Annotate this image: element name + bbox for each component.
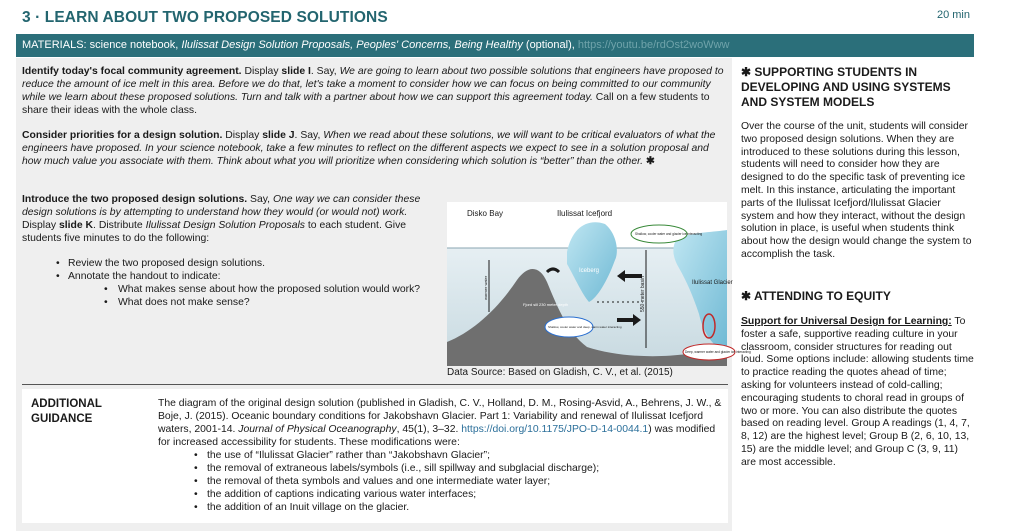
slide-ref: slide K: [58, 220, 94, 231]
sidebar-text-equity: [741, 316, 974, 470]
diagram-caption: Data Source: Based on Gladish, C. V., et al. (2015): [447, 367, 673, 378]
list-item: • the removal of extraneous labels/symbols (i.e., sill spillway and subglacial discharge);: [194, 462, 724, 475]
materials-optional: (optional),: [522, 39, 578, 51]
additional-guidance-box: [22, 389, 728, 523]
doi-link[interactable]: https://doi.org/10.1175/JPO-D-14-0044.1: [461, 424, 649, 435]
diagram-svg: [447, 202, 751, 366]
materials-video-link[interactable]: https://youtu.be/rdOst2woWww: [577, 39, 730, 51]
list-item: • What makes sense about how the proposed solution would work?: [104, 283, 434, 296]
label-shallow: Shallow, cooler water and glacier ice interacting: [635, 232, 703, 236]
udl-subheading: Support for Universal Design for Learning:: [741, 316, 952, 327]
step-text: Display: [241, 66, 282, 77]
step-lead: Consider priorities for a design solution.: [22, 130, 223, 141]
modifications-list: [194, 449, 724, 514]
step-text: Say,: [247, 194, 273, 205]
list-item: • the use of “Ilulissat Glacier” rather than “Jakobshavn Glacier”;: [194, 449, 724, 462]
guidance-text: The diagram of the original design solution (published in Gladish, C. V., Holland, D. M., Rosing-Asvid, A., Behrens, J. W., & Boje, J. (2015). Oceanic boundary conditions for Jakobshavn Glacier. Part 1: Variability and renewal of Ilulissat Icefjord waters, 2001-14.: [158, 398, 722, 435]
step-text: . Say,: [310, 66, 340, 77]
step-lead: Introduce the two proposed design solutions.: [22, 194, 248, 205]
additional-guidance-body: [158, 397, 724, 514]
step-introduce-solutions: [22, 193, 440, 245]
step-text: . Distribute: [93, 220, 146, 231]
section-title: 3 · LEARN ABOUT TWO PROPOSED SOLUTIONS: [22, 9, 388, 26]
materials-bar: [16, 34, 974, 57]
guidance-text: ) was modified for increased accessibility for students. These modifications were:: [158, 424, 716, 448]
step-text: . Say,: [294, 130, 324, 141]
step-text: Display: [22, 220, 59, 231]
list-item: • Annotate the handout to indicate:: [56, 270, 265, 283]
duration-label: 20 min: [936, 9, 970, 21]
teacher-quote: We are going to learn about two possible solutions that engineers have proposed to reduce the amount of ice melt in this area. Before we do that, let's take a moment to consider how we can focus on being committed to our community while we learn about these proposed solutions. Turn and talk with a partner about how we can support this agreement today.: [22, 66, 724, 103]
handout-title: Ilulissat Design Solution Proposals: [145, 220, 305, 231]
label-glacier: Ilulissat Glacier: [692, 280, 733, 286]
materials-items: science notebook,: [86, 39, 182, 51]
additional-guidance-heading: ADDITIONAL GUIDANCE: [31, 398, 102, 425]
label-shallow-deep: Shallow, cooler water and deep, warm water interacting: [548, 325, 622, 329]
divider: [22, 384, 728, 385]
guidance-text: , 45(1), 3–32.: [396, 424, 462, 435]
label-icefjord: Ilulissat Icefjord: [557, 209, 613, 218]
list-item: • Review the two proposed design solutions.: [56, 257, 265, 270]
step-focal-agreement: [22, 65, 726, 117]
icefjord-diagram: [447, 202, 751, 366]
sidebar-heading-equity: ✱ ATTENDING TO EQUITY: [741, 289, 891, 303]
journal-title: Journal of Physical Oceanography: [238, 424, 397, 435]
slide-ref: slide J: [262, 130, 295, 141]
annotate-list: [104, 283, 434, 309]
step-text: to each student. Give students five minutes to do the following:: [22, 220, 407, 244]
list-item: • the addition of an Inuit village on the glacier.: [194, 501, 724, 514]
teacher-quote: When we read about these solutions, we will want to be critical evaluators of what the engineers have proposed. In your science notebook, take a few minutes to reflect on the different aspects we expect to see in a solution proposal and how much value you associate with them. Think about what you will prioritize when considering which solution is “better” than the other.: [22, 130, 716, 167]
slide-ref: slide I: [281, 66, 311, 77]
task-list: [56, 257, 265, 283]
label-iceberg: Iceberg: [579, 268, 600, 274]
sidebar-heading-systems: ✱ SUPPORTING STUDENTS IN DEVELOPING AND USING SYSTEMS AND SYSTEM MODELS: [741, 65, 951, 109]
list-item: • the removal of theta symbols and values and one intermediate water layer;: [194, 475, 724, 488]
list-item: • What does not make sense?: [104, 296, 434, 309]
step-lead: Identify today's focal community agreement.: [22, 66, 242, 77]
asterisk-marker: ✱: [643, 156, 655, 167]
materials-label: MATERIALS:: [22, 39, 87, 51]
materials-docs: Ilulissat Design Solution Proposals, Peoples' Concerns, Being Healthy: [181, 39, 523, 51]
label-basin: 550 meter basin: [640, 276, 646, 312]
udl-text: To foster a safe, supportive reading culture in your classroom, consider structures for reading out loud. Some options include: allowing students time to practice reading the quotes ahead of time; asking for volunteers instead of cold-calling; encouraging students to choral read in groups of two or more. You can also distribute the quotes based on reading level. Group A readings (1, 4, 7, 8, 12) are the highest level; Group B (2, 6, 10, 13, 15) are the middle level; and Group C (3, 9, 11) are most accessible.: [741, 316, 974, 468]
teacher-quote: One way we can consider these design solutions is by attempting to understand how they would (or would not) work.: [22, 194, 421, 218]
step-priorities: [22, 129, 726, 168]
label-warmer-water: warmer water: [483, 275, 488, 300]
sidebar-text-systems: Over the course of the unit, students will consider two proposed design solutions. When they are introduced to these solutions during this lesson, students will need to consider how they are designed to do the specific task of preventing ice melt. In this instance, articulating the important parts of the Ilulissat Icefjord/Ilulissat Glacier system and how they interact, without the design solution in place, is useful when students think about how the design would change the system to accomplish the task.: [741, 121, 972, 260]
label-sill: Fjord sill 230 meter depth: [523, 302, 569, 307]
step-text: Display: [222, 130, 263, 141]
list-item: • the addition of captions indicating various water interfaces;: [194, 488, 724, 501]
label-deep: Deep, warmer water and glacier ice interacting: [685, 350, 751, 354]
label-disko-bay: Disko Bay: [467, 209, 504, 218]
step-text: Call on a few students to share their ideas with the whole class.: [22, 92, 710, 116]
